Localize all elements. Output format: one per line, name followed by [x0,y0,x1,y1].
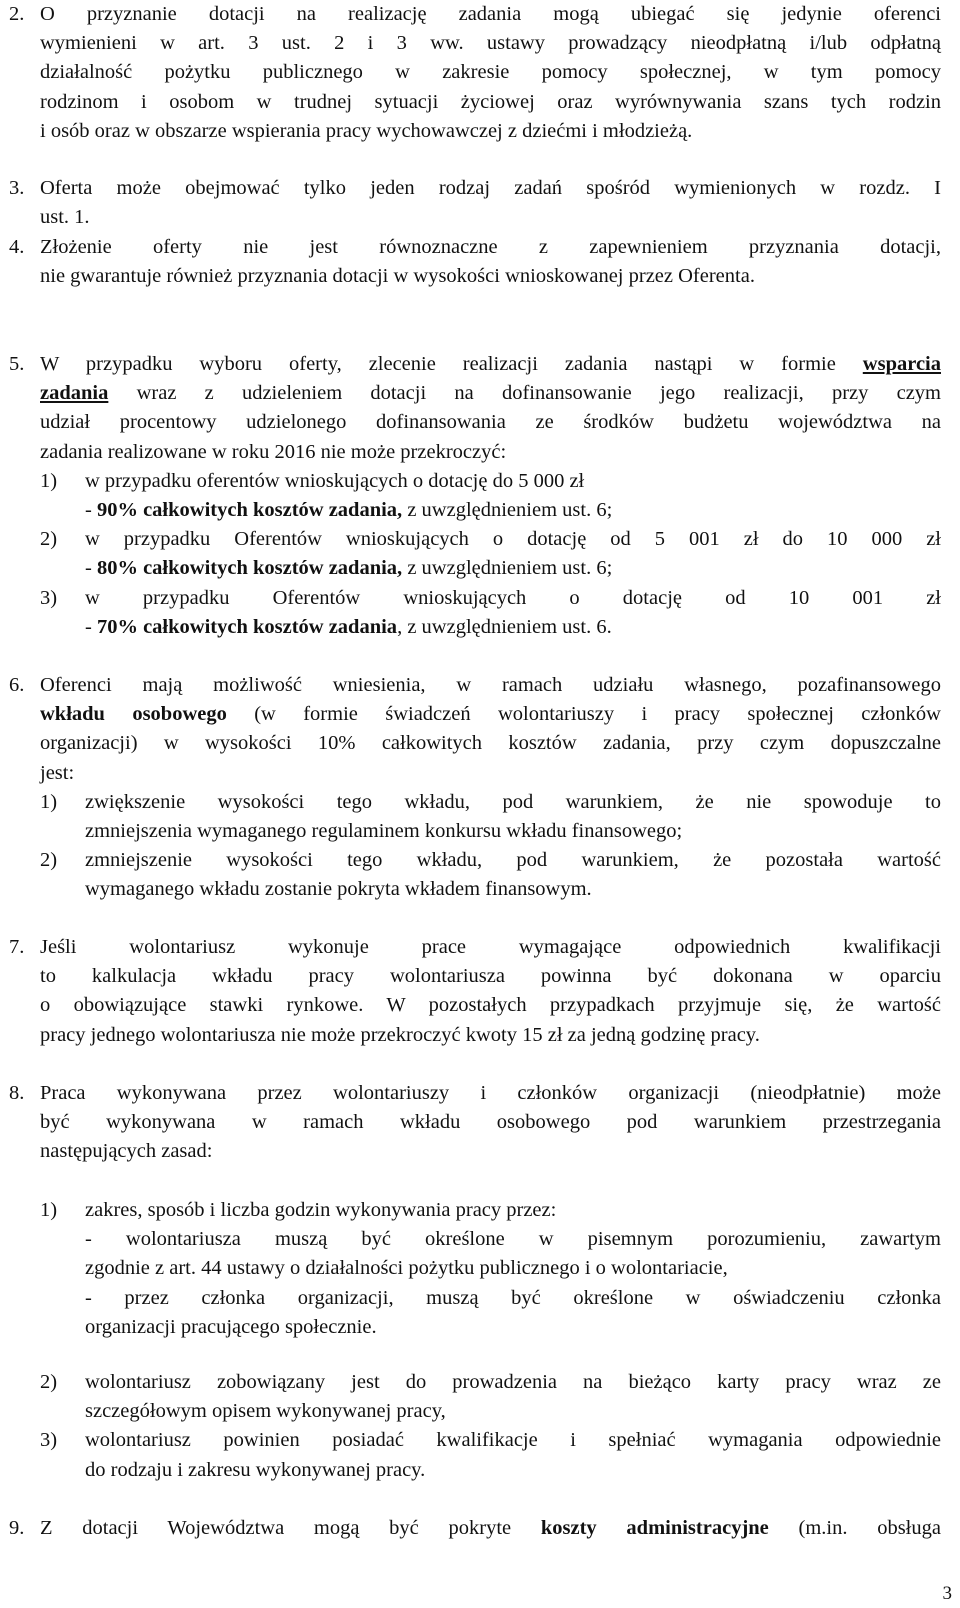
paragraph-text: W przypadku wyboru oferty, zlecenie realizacji zadania nastąpi w formie [40,353,863,375]
paragraph-text: Jeśli wolontariusz wykonuje prace wymagające odpowiednich kwalifikacji [40,936,941,958]
paragraph-text: Złożenie oferty nie jest równoznaczne z zapewnieniem przyznania dotacji, [40,236,941,258]
paragraph-text: być wykonywana w ramach wkładu osobowego pod warunkiem przestrzegania [40,1111,941,1134]
paragraph-text: nie gwarantuje również przyznania dotacji w wysokości wnioskowanej przez Oferenta. [40,265,755,288]
paragraph-text: następujących zasad: [40,1140,213,1163]
paragraph-text: (w formie świadczeń wolontariuszy i pracy społecznej członków [226,703,941,726]
section-9 [9,1514,941,1543]
bold-text: 90% całkowitych kosztów zadania, [96,498,403,521]
list-number: 3) [40,586,58,609]
paragraph-text: działalność pożytku publicznego w zakresie pomocy społecznej, w tym pomocy [40,61,941,84]
paragraph-text: i osób oraz w obszarze wspierania pracy wychowawczej z dziećmi i młodzieżą. [40,119,693,142]
page-number: 3 [942,1582,952,1604]
section-number: 2. [9,3,25,25]
section-number: 8. [9,1082,25,1104]
section-number: 7. [9,936,25,958]
paragraph-text: wraz z udzieleniem dotacji na dofinansowanie jego realizacji, przy czym [108,382,941,405]
emphasis-text: wsparcia [862,353,941,375]
section-5 [9,350,941,642]
list-item: 1) zwiększenie wysokości tego wkładu, pod warunkiem, że nie spowoduje to [9,788,941,817]
bold-text: wkładu osobowego [40,703,227,726]
paragraph-text: Z dotacji Województwa mogą być pokryte [40,1517,541,1539]
list-item-detail: do rodzaju i zakresu wykonywanej pracy. [85,1458,426,1481]
list-number: 2) [40,849,58,872]
list-item: 1) zakres, sposób i liczba godzin wykonywania pracy przez: [9,1196,941,1225]
paragraph-text: ust. 1. [40,206,90,229]
list-number: 3) [40,1429,58,1452]
paragraph-text: jest: [40,761,75,784]
list-number: 2) [40,528,58,551]
paragraph-text: to kalkulacja wkładu pracy wolontariusza powinna być dokonana w oparciu [40,965,941,988]
section-6 [9,671,941,905]
paragraph-text: Oferta może obejmować tylko jeden rodzaj zadań spośród wymienionych w rozdz. I [40,177,941,199]
list-item-detail: - 90% całkowitych kosztów zadania, z uwzględnieniem ust. 6; [85,498,613,521]
list-item-detail: - wolontariusza muszą być określone w pisemnym porozumieniu, zawartym [85,1228,941,1251]
paragraph-text: wymienieni w art. 3 ust. 2 i 3 ww. ustawy prowadzący nieodpłatną i/lub odpłatną [40,32,941,55]
paragraph-text: O przyznanie dotacji na realizację zadania mogą ubiegać się jedynie oferenci [40,3,941,25]
section-8-list-2 [9,1368,941,1485]
bold-text: 80% całkowitych kosztów zadania, [96,557,403,580]
section-number: 5. [9,353,25,375]
bold-text: 70% całkowitych kosztów zadania [96,615,398,638]
paragraph-text: rodzinom i osobom w trudnej sytuacji życiowej oraz wyrównywania szans tych rodzin [40,90,941,113]
list-item: 3) w przypadku Oferentów wnioskujących o dotację od 10 001 zł [9,584,941,613]
paragraph-text: pracy jednego wolontariusza nie może przekroczyć kwoty 15 zł za jedną godzinę pracy. [40,1023,760,1046]
bold-text: koszty administracyjne [540,1517,769,1539]
list-item-detail: zmniejszenia wymaganego regulaminem konkursu wkładu finansowego; [85,819,683,842]
section-4 [9,233,941,291]
list-item-detail: - 80% całkowitych kosztów zadania, z uwzględnieniem ust. 6; [85,557,613,580]
list-item-detail: organizacji pracującego społecznie. [85,1315,377,1338]
list-item-detail: szczegółowym opisem wykonywanej pracy, [85,1400,446,1423]
emphasis-text: zadania [40,382,109,405]
section-8-list-1 [9,1196,941,1342]
section-number: 6. [9,674,25,696]
list-number: 1) [40,1199,58,1221]
section-8 [9,1079,941,1167]
list-item-detail: - przez członka organizacji, muszą być określone w oświadczeniu członka [85,1286,941,1309]
list-number: 2) [40,1371,58,1393]
paragraph-text: Praca wykonywana przez wolontariuszy i członków organizacji (nieodpłatnie) może [40,1082,941,1104]
section-number: 3. [9,177,25,199]
paragraph-text: zadania realizowane w roku 2016 nie może przekroczyć: [40,440,507,463]
paragraph-text: organizacji) w wysokości 10% całkowitych kosztów zadania, przy czym dopuszczalne [40,732,941,755]
paragraph-text: (m.in. obsługa [768,1517,941,1539]
section-number: 9. [9,1517,25,1539]
paragraph-text: o obowiązujące stawki rynkowe. W pozostałych przypadkach przyjmuje się, że wartość [40,994,941,1017]
section-3 [9,174,941,232]
list-item-detail: wymaganego wkładu zostanie pokryta wkładem finansowym. [85,878,592,901]
list-item: 2) zmniejszenie wysokości tego wkładu, pod warunkiem, że pozostała wartość [9,846,941,875]
list-item: 1) w przypadku oferentów wnioskujących o dotację do 5 000 zł [9,467,941,496]
list-item: 2) wolontariusz zobowiązany jest do prowadzenia na bieżąco karty pracy wraz ze [9,1368,941,1397]
section-number: 4. [9,236,25,258]
list-item: 2) w przypadku Oferentów wnioskujących o dotację od 5 001 zł do 10 000 zł [9,525,941,554]
section-2 [9,0,941,146]
list-number: 1) [40,469,58,492]
list-item-detail: - 70% całkowitych kosztów zadania, z uwzględnieniem ust. 6. [85,615,612,638]
list-item-detail: zgodnie z art. 44 ustawy o działalności pożytku publicznego i o wolontariacie, [85,1257,728,1280]
paragraph-text: Oferenci mają możliwość wniesienia, w ramach udziału własnego, pozafinansowego [40,674,941,696]
list-item: 3) wolontariusz powinien posiadać kwalifikacje i spełniać wymagania odpowiednie [9,1426,941,1455]
paragraph-text: udział procentowy udzielonego dofinansowania ze środków budżetu województwa na [40,411,941,434]
section-7 [9,933,941,1050]
list-number: 1) [40,790,58,813]
